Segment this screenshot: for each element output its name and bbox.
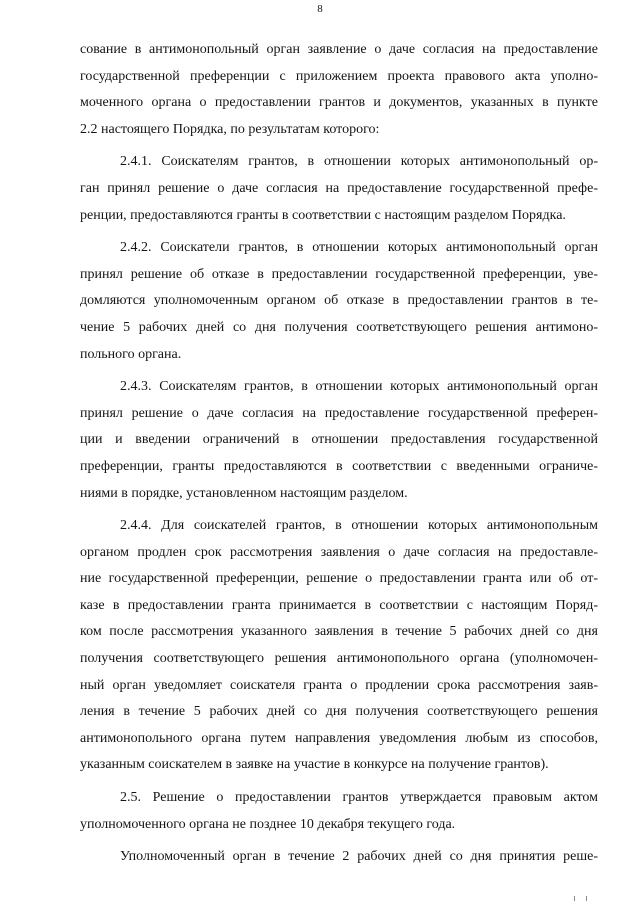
paragraph <box>80 149 598 229</box>
paragraph <box>80 785 598 838</box>
text-line: домляются уполномоченным органом об отказе в предоставлении грантов в те- <box>80 293 598 309</box>
paragraph <box>80 513 598 779</box>
text-line: чение 5 рабочих дней со дня получения соответствующего решения антимоно- <box>80 319 598 335</box>
text-line: ренции, предоставляются гранты в соответствии с настоящим разделом Порядка. <box>80 207 566 223</box>
text-line: 2.4.4. Для соискателей грантов, в отношении которых антимонопольным <box>120 518 598 534</box>
paragraph <box>80 374 598 507</box>
text-line: уполномоченного органа не позднее 10 декабря текущего года. <box>80 816 456 832</box>
text-line: Уполномоченный орган в течение 2 рабочих дней со дня принятия реше- <box>120 849 598 865</box>
text-line: моченного органа о предоставлении грантов и документов, указанных в пункте <box>80 95 598 111</box>
text-line: получения соответствующего решения антимонопольного органа (уполномочен- <box>80 651 598 667</box>
text-line: государственной преференции с приложением проекта правового акта уполно- <box>80 68 598 84</box>
text-line: указанным соискателем в заявке на участие в конкурсе на получение грантов). <box>80 757 549 773</box>
text-line: 2.5. Решение о предоставлении грантов утверждается правовым актом <box>120 790 598 806</box>
text-line: 2.2 настоящего Порядка, по результатам которого: <box>80 121 380 137</box>
scan-marks <box>572 896 590 902</box>
text-line: ный орган уведомляет соискателя гранта о продлении срока рассмотрения заяв- <box>80 677 598 693</box>
text-line: казе в предоставлении гранта принимается в соответствии с настоящим Поряд- <box>80 597 598 613</box>
document-body <box>80 37 598 871</box>
text-line: польного органа. <box>80 346 182 362</box>
text-line: ган принял решение о даче согласия на предоставление государственной префе- <box>80 180 598 196</box>
text-line: ние государственной преференции, решение о предоставлении гранта или об от- <box>80 571 598 587</box>
page-number: 8 <box>317 3 323 15</box>
text-line: сование в антимонопольный орган заявление о даче согласия на предоставление <box>80 42 598 57</box>
text-line: 2.4.1. Соискателям грантов, в отношении которых антимонопольный ор- <box>120 154 598 170</box>
text-line: 2.4.2. Соискатели грантов, в отношении которых антимонопольный орган <box>120 240 598 256</box>
text-line: антимонопольного органа путем направления уведомления любым из способов, <box>80 730 598 746</box>
paragraph <box>80 37 598 143</box>
text-line: принял решение об отказе в предоставлении государственной преференции, уве- <box>80 266 598 282</box>
paragraph <box>80 235 598 368</box>
paragraph <box>80 844 598 871</box>
text-line: 2.4.3. Соискателям грантов, в отношении которых антимонопольный орган <box>120 379 598 395</box>
text-line: ком после рассмотрения указанного заявления в течение 5 рабочих дней со дня <box>80 624 598 640</box>
text-line: ции и введении ограничений в отношении предоставления государственной <box>80 432 598 448</box>
text-line: ления в течение 5 рабочих дней со дня получения соответствующего решения <box>80 704 598 720</box>
text-line: принял решение о даче согласия на предоставление государственной преферен- <box>80 405 598 421</box>
text-line: ниями в порядке, установленном настоящим разделом. <box>80 485 408 501</box>
text-line: преференции, гранты предоставляются в соответствии с введенными ограниче- <box>80 458 598 474</box>
text-line: органом продлен срок рассмотрения заявления о даче согласия на предоставле- <box>80 544 598 560</box>
